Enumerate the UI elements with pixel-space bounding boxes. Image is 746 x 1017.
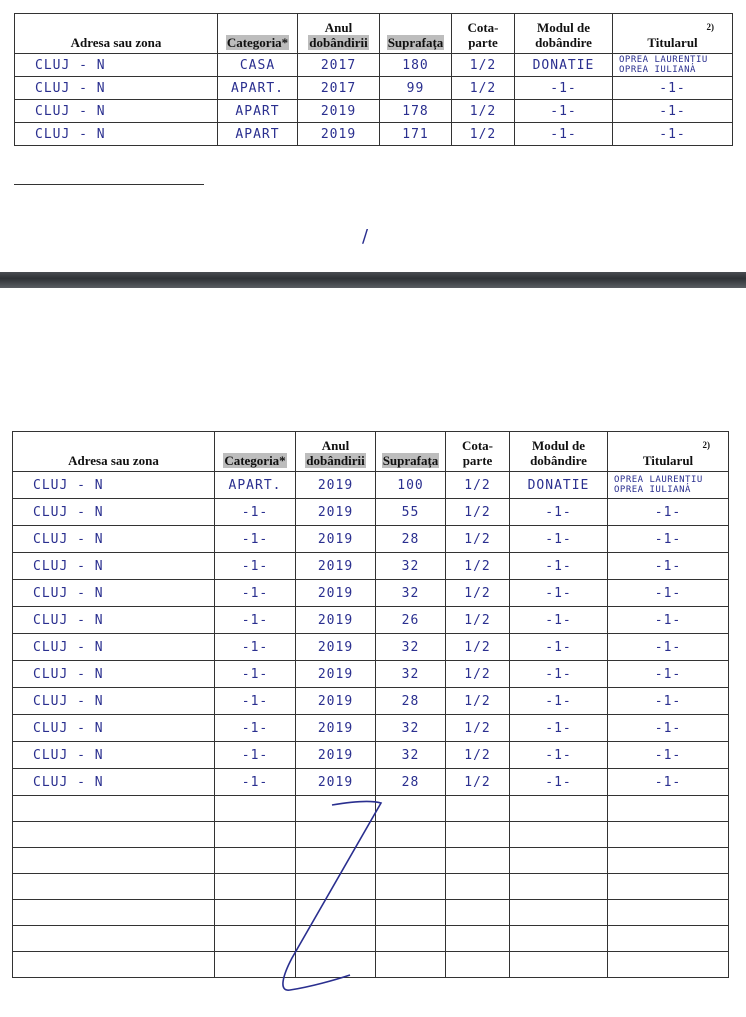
cell-area: 32 xyxy=(376,715,446,742)
cell-area: 26 xyxy=(376,607,446,634)
cell-mode: -1- xyxy=(510,526,608,553)
cell-year: 2017 xyxy=(298,54,380,77)
cell-address: CLUJ - N xyxy=(13,715,215,742)
cell-mode: -1- xyxy=(510,769,608,796)
cell-year: 2019 xyxy=(298,100,380,123)
cell-mode: DONATIE xyxy=(510,472,608,499)
cell-address: CLUJ - N xyxy=(13,634,215,661)
cell-holder: -1- xyxy=(613,100,733,123)
cell-area: 28 xyxy=(376,769,446,796)
cell-year: 2019 xyxy=(296,688,376,715)
cell-category: -1- xyxy=(215,661,296,688)
cell-share: 1/2 xyxy=(446,607,510,634)
cell-mode: -1- xyxy=(515,123,613,146)
cell-share: 1/2 xyxy=(446,526,510,553)
cell-holder: -1- xyxy=(613,77,733,100)
cell-share: 1/2 xyxy=(446,715,510,742)
cell-category: CASA xyxy=(218,54,298,77)
cell-year: 2019 xyxy=(298,123,380,146)
cell-share: 1/2 xyxy=(446,553,510,580)
cell-area: 32 xyxy=(376,634,446,661)
cell-share: 1/2 xyxy=(452,54,515,77)
cell-address: CLUJ - N xyxy=(13,769,215,796)
header-year: Anul dobândirii xyxy=(296,432,376,472)
cell-year: 2019 xyxy=(296,472,376,499)
cell-area: 28 xyxy=(376,688,446,715)
cell-address: CLUJ - N xyxy=(15,54,218,77)
header-address: Adresa sau zona xyxy=(15,14,218,54)
cell-share: 1/2 xyxy=(446,769,510,796)
cell-share: 1/2 xyxy=(452,77,515,100)
cell-year: 2019 xyxy=(296,769,376,796)
cell-year: 2019 xyxy=(296,526,376,553)
cell-category: APART. xyxy=(218,77,298,100)
cell-share: 1/2 xyxy=(446,742,510,769)
cell-address: CLUJ - N xyxy=(13,580,215,607)
cell-mode: -1- xyxy=(510,607,608,634)
header-mode: Modul de dobândire xyxy=(510,432,608,472)
cell-address: CLUJ - N xyxy=(15,100,218,123)
cell-year: 2019 xyxy=(296,607,376,634)
cell-category: -1- xyxy=(215,742,296,769)
cell-mode: -1- xyxy=(510,553,608,580)
cell-mode: -1- xyxy=(515,100,613,123)
header-category: Categoria* xyxy=(215,432,296,472)
header-holder: 2) Titularul xyxy=(608,432,729,472)
cell-address: CLUJ - N xyxy=(13,499,215,526)
cell-area: 180 xyxy=(380,54,452,77)
holder-name: OPREA LAURENȚIU xyxy=(614,475,703,485)
cell-category: APART xyxy=(218,123,298,146)
header-share: Cota- parte xyxy=(446,432,510,472)
header-share: Cota- parte xyxy=(452,14,515,54)
header-mode: Modul de dobândire xyxy=(515,14,613,54)
cell-mode: -1- xyxy=(510,499,608,526)
cell-mode: DONATIE xyxy=(515,54,613,77)
cell-share: 1/2 xyxy=(446,688,510,715)
holder-name: OPREA IULIANA xyxy=(619,65,696,75)
cell-share: 1/2 xyxy=(446,580,510,607)
handwritten-mark: / xyxy=(362,226,369,247)
cell-mode: -1- xyxy=(510,742,608,769)
cell-mode: -1- xyxy=(510,715,608,742)
cell-holder: -1- xyxy=(608,580,729,607)
cell-category: -1- xyxy=(215,634,296,661)
cell-year: 2019 xyxy=(296,715,376,742)
cell-area: 32 xyxy=(376,742,446,769)
cell-category: -1- xyxy=(215,553,296,580)
cell-category: -1- xyxy=(215,688,296,715)
cell-area: 99 xyxy=(380,77,452,100)
cell-holder: -1- xyxy=(608,688,729,715)
holder-name: OPREA LAURENȚIU xyxy=(619,55,708,65)
cell-address: CLUJ - N xyxy=(13,607,215,634)
cell-area: 171 xyxy=(380,123,452,146)
header-address: Adresa sau zona xyxy=(13,432,215,472)
cell-address: CLUJ - N xyxy=(13,742,215,769)
cell-category: -1- xyxy=(215,715,296,742)
cell-holder: -1- xyxy=(608,526,729,553)
cell-mode: -1- xyxy=(510,634,608,661)
cell-area: 32 xyxy=(376,661,446,688)
cell-mode: -1- xyxy=(515,77,613,100)
cell-holder: -1- xyxy=(608,715,729,742)
cell-year: 2017 xyxy=(298,77,380,100)
header-area: Suprafața xyxy=(376,432,446,472)
cell-share: 1/2 xyxy=(446,472,510,499)
cell-holder: -1- xyxy=(608,661,729,688)
cell-category: -1- xyxy=(215,607,296,634)
cell-year: 2019 xyxy=(296,661,376,688)
cell-area: 32 xyxy=(376,580,446,607)
cell-mode: -1- xyxy=(510,580,608,607)
cell-address: CLUJ - N xyxy=(15,77,218,100)
header-holder: 2) Titularul xyxy=(613,14,733,54)
cell-category: -1- xyxy=(215,580,296,607)
cell-category: -1- xyxy=(215,526,296,553)
header-area: Suprafața xyxy=(380,14,452,54)
cell-area: 178 xyxy=(380,100,452,123)
cell-year: 2019 xyxy=(296,580,376,607)
cell-address: CLUJ - N xyxy=(15,123,218,146)
cell-area: 28 xyxy=(376,526,446,553)
cell-holder: -1- xyxy=(608,499,729,526)
cell-holder: -1- xyxy=(608,742,729,769)
cell-address: CLUJ - N xyxy=(13,553,215,580)
cell-holder: -1- xyxy=(608,769,729,796)
cell-category: APART xyxy=(218,100,298,123)
cell-holder: -1- xyxy=(608,634,729,661)
cell-year: 2019 xyxy=(296,742,376,769)
cell-area: 32 xyxy=(376,553,446,580)
holder-name: OPREA IULIANA xyxy=(614,485,691,495)
cell-holder: -1- xyxy=(608,553,729,580)
cell-address: CLUJ - N xyxy=(13,661,215,688)
cell-address: CLUJ - N xyxy=(13,526,215,553)
cell-holder: -1- xyxy=(608,607,729,634)
cell-mode: -1- xyxy=(510,661,608,688)
cell-share: 1/2 xyxy=(446,499,510,526)
cell-share: 1/2 xyxy=(446,661,510,688)
cell-year: 2019 xyxy=(296,499,376,526)
cell-area: 100 xyxy=(376,472,446,499)
cell-category: -1- xyxy=(215,499,296,526)
cell-year: 2019 xyxy=(296,553,376,580)
cell-mode: -1- xyxy=(510,688,608,715)
cell-address: CLUJ - N xyxy=(13,688,215,715)
cell-holder: -1- xyxy=(613,123,733,146)
cell-area: 55 xyxy=(376,499,446,526)
cell-category: APART. xyxy=(215,472,296,499)
cell-address: CLUJ - N xyxy=(13,472,215,499)
cell-share: 1/2 xyxy=(446,634,510,661)
header-category: Categoria* xyxy=(218,14,298,54)
cell-year: 2019 xyxy=(296,634,376,661)
cell-category: -1- xyxy=(215,769,296,796)
cell-share: 1/2 xyxy=(452,100,515,123)
header-year: Anul dobândirii xyxy=(298,14,380,54)
cell-share: 1/2 xyxy=(452,123,515,146)
